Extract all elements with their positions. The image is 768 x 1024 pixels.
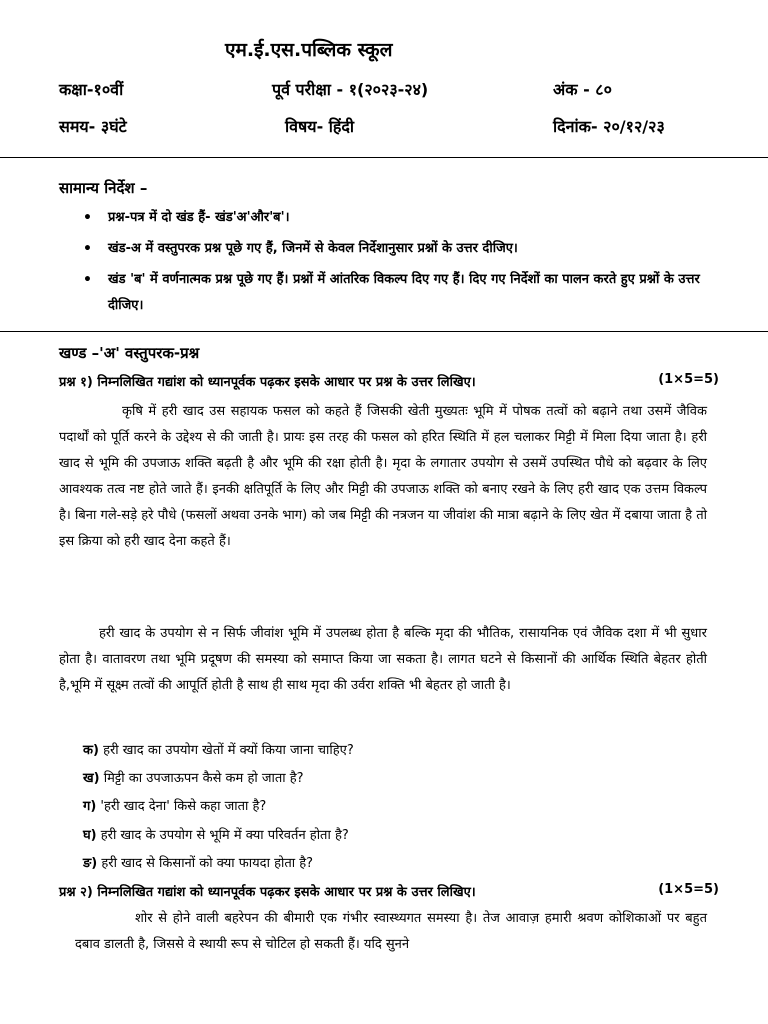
subquestion-text: हरी खाद का उपयोग खेतों में क्यों किया जाना चाहिए? [103, 743, 354, 758]
general-instructions-list [83, 205, 713, 324]
question-2-text: प्रश्न २) निम्नलिखित गद्यांश को ध्यानपूर्वक पढ़कर इसके आधार पर प्रश्न के उत्तर लिखिए। [59, 885, 476, 900]
instruction-item: • खंड-अ में वस्तुपरक प्रश्न पूछे गए हैं, जिनमें से केवल निर्देशानुसार प्रश्नों के उत्तर दीजिए। [83, 236, 713, 262]
divider [0, 331, 768, 332]
instruction-item: • खंड 'ब' में वर्णनात्मक प्रश्न पूछे गए हैं। प्रश्नों में आंतरिक विकल्प दिए गए हैं। दिए गए निर्देशों का पालन करते हुए प्रश्नों के उत्तर दीजिए। [83, 267, 713, 319]
subquestion-label: घ) [83, 828, 97, 843]
question-1-title [59, 372, 719, 390]
question-1-marks: (1×5=5) [658, 372, 719, 387]
section-a-title: खण्ड –'अ' वस्तुपरक-प्रश्न [59, 344, 200, 362]
marks-label: अंक - ८० [553, 80, 612, 99]
subquestion-label: ग) [83, 799, 97, 814]
time-label: समय- ३घंटे [59, 117, 127, 136]
exam-label: पूर्व परीक्षा - १(२०२३-२४) [272, 80, 429, 99]
question-2-title [59, 882, 719, 900]
subquestion [83, 825, 349, 843]
subquestion [83, 853, 313, 871]
school-name: एम.ई.एस.पब्लिक स्कूल [225, 39, 393, 61]
instruction-item: • प्रश्न-पत्र में दो खंड हैं- खंड'अ'और'ब'। [83, 205, 713, 231]
question-1-text: प्रश्न १) निम्नलिखित गद्यांश को ध्यानपूर्वक पढ़कर इसके आधार पर प्रश्न के उत्तर लिखिए। [59, 375, 476, 390]
subquestion-text: 'हरी खाद देना' किसे कहा जाता है? [100, 799, 267, 814]
subquestion-text: हरी खाद से किसानों को क्या फायदा होता है? [101, 856, 314, 871]
date-label: दिनांक- २०/१२/२३ [553, 117, 665, 136]
subquestion-label: ख) [83, 771, 100, 786]
subquestion-label: ङ) [83, 856, 98, 871]
subquestion [83, 796, 266, 814]
passage-2-paragraph-1: शोर से होने वाली बहरेपन की बीमारी एक गंभीर स्वास्थ्यगत समस्या है। तेज आवाज़ हमारी श्रवण कोशिकाओं पर बहुत दबाव डालती है, जिससे वे स्थायी रूप से चोटिल हो सकती हैं। यदि सुनने [75, 911, 707, 952]
question-2-marks: (1×5=5) [658, 882, 719, 897]
passage-1-paragraph-2: हरी खाद के उपयोग से न सिर्फ जीवांश भूमि में उपलब्ध होता है बल्कि मृदा की भौतिक, रासायनिक एवं जैविक दशा में भी सुधार होता है। वातावरण तथा भूमि प्रदूषण की समस्या को समाप्त किया जा सकता है। लागत घटने से किसानों की आर्थिक स्थिति बेहतर होती है,भूमि में सूक्ष्म तत्वों की आपूर्ति होती है साथ ही साथ मृदा की उर्वरा शक्ति भी बेहतर हो जाती है। [59, 626, 707, 693]
subquestion-text: हरी खाद के उपयोग से भूमि में क्या परिवर्तन होता है? [100, 828, 349, 843]
subquestion [83, 768, 304, 786]
header-row-1 [0, 78, 768, 104]
subquestion-text: मिट्टी का उपजाऊपन कैसे कम हो जाता है? [103, 771, 304, 786]
general-instructions-title: सामान्य निर्देश – [59, 179, 148, 197]
class-label: कक्षा-१०वीं [59, 80, 124, 99]
subquestion [83, 740, 354, 758]
subject-label: विषय- हिंदी [285, 117, 355, 136]
header-row-2 [0, 115, 768, 141]
divider [0, 157, 768, 158]
subquestion-label: क) [83, 743, 99, 758]
passage-1-paragraph-1: कृषि में हरी खाद उस सहायक फसल को कहते हैं जिसकी खेती मुख्यतः भूमि में पोषक तत्वों को बढ़ाने तथा उसमें जैविक पदार्थों को पूर्ति करने के उद्देश्य से की जाती है। प्रायः इस तरह की फसल को हरित स्थिति में हल चलाकर मिट्टी में मिला दिया जाता है। हरी खाद से भूमि की उपजाऊ शक्ति बढ़ती है और भूमि की रक्षा होती है। मृदा के लगातार उपयोग से उसमें उपस्थित पौधे को बढ़वार के लिए आवश्यक तत्व नष्ट होते जाते हैं। इनकी क्षतिपूर्ति के लिए और मिट्टी की उपजाऊ शक्ति को बनाए रखने के लिए हरी खाद एक उत्तम विकल्प है। बिना गले-सड़े हरे पौधे (फसलों अथवा उनके भाग) को जब मिट्टी की नत्रजन या जीवांश की मात्रा बढ़ाने के लिए खेत में दबाया जाता है तो इस क्रिया को हरी खाद देना कहते हैं। [59, 404, 707, 549]
